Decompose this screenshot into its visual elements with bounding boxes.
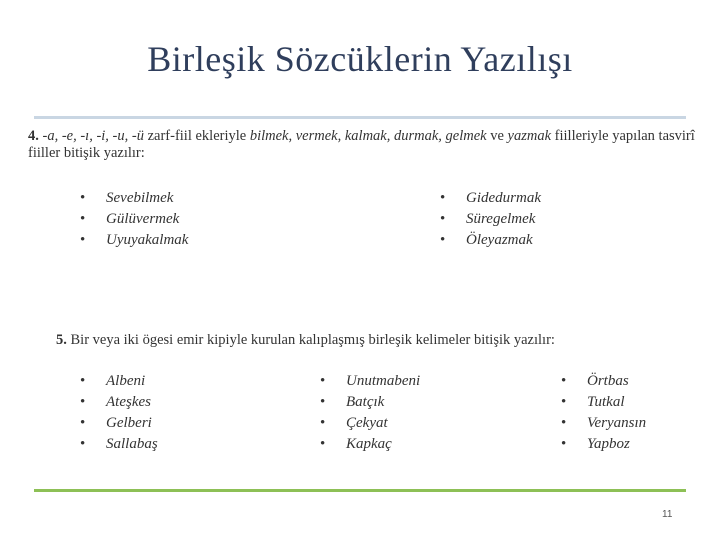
rule-4-examples-left xyxy=(80,188,188,251)
list-item: • Örtbas xyxy=(561,371,646,392)
rule-5-examples-right xyxy=(561,371,646,455)
rule-4-paragraph xyxy=(28,128,696,162)
list-item: • Unutmabeni xyxy=(320,371,420,392)
list-item: • Çekyat xyxy=(320,413,420,434)
rule-4-verbs: bilmek, vermek, kalmak, durmak, gelmek xyxy=(249,128,487,144)
slide-title: Birleşik Sözcüklerin Yazılışı xyxy=(147,39,573,79)
rule-4-text-c: fiilleriyle yapılan tasvirî fiiller bitişik yazılır: xyxy=(28,128,695,161)
rule-5-text: Bir veya iki ögesi emir kipiyle kurulan kalıplaşmış birleşik kelimeler bitişik yazılır: xyxy=(70,332,555,348)
list-item: • Uyuyakalmak xyxy=(80,230,188,251)
list-item: • Gidedurmak xyxy=(440,188,541,209)
rule-4-text-a: zarf-fiil ekleriyle xyxy=(147,128,247,144)
list-item: • Sallabaş xyxy=(80,434,158,455)
list-item: • Öleyazmak xyxy=(440,230,541,251)
rule-5-examples-left xyxy=(80,371,158,455)
list-item: • Veryansın xyxy=(561,413,646,434)
list-item: • Sevebilmek xyxy=(80,188,188,209)
rule-5-number: 5. xyxy=(56,332,67,348)
list-item: • Süregelmek xyxy=(440,209,541,230)
rule-4-suffixes: -a, -e, -ı, -i, -u, -ü xyxy=(42,128,144,144)
list-item: • Ateşkes xyxy=(80,392,158,413)
rule-4-text-b: ve xyxy=(490,128,504,144)
list-item: • Kapkaç xyxy=(320,434,420,455)
rule-4-examples-right xyxy=(440,188,541,251)
page-number: 11 xyxy=(662,509,673,520)
rule-4-verb-last: yazmak xyxy=(507,128,552,144)
list-item: • Albeni xyxy=(80,371,158,392)
rule-5-examples-middle xyxy=(320,371,420,455)
rule-4-number: 4. xyxy=(28,128,39,144)
list-item: • Batçık xyxy=(320,392,420,413)
rule-5-paragraph xyxy=(56,332,696,349)
list-item: • Tutkal xyxy=(561,392,646,413)
top-divider xyxy=(34,116,686,119)
bottom-divider xyxy=(34,489,686,492)
list-item: • Gelberi xyxy=(80,413,158,434)
list-item: • Gülüvermek xyxy=(80,209,188,230)
list-item: • Yapboz xyxy=(561,434,646,455)
